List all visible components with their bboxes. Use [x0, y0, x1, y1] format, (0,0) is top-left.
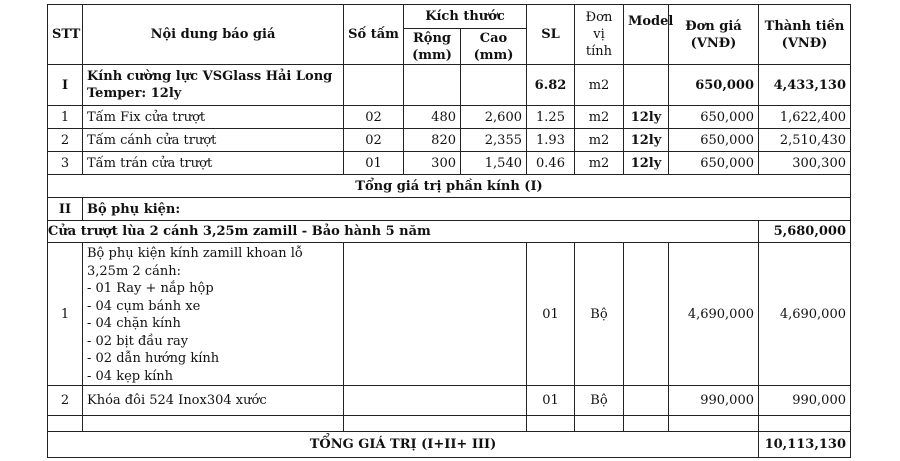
empty-cell — [344, 386, 527, 416]
item-sheets: 02 — [344, 129, 404, 152]
section-1-unit: m2 — [575, 65, 624, 106]
section-1-total: 4,433,130 — [759, 65, 851, 106]
item-width: 480 — [404, 106, 461, 129]
header-price: Đơn giá (VNĐ) — [669, 5, 759, 65]
item-price: 650,000 — [669, 129, 759, 152]
item-no: 3 — [48, 152, 83, 175]
item-no: 1 — [48, 243, 83, 386]
table-row — [48, 386, 851, 416]
item-sheets: 02 — [344, 106, 404, 129]
empty-cell — [527, 416, 575, 432]
empty-cell — [461, 65, 527, 106]
list-item: - 02 bịt đầu ray — [87, 333, 189, 349]
list-item: - 04 cụm bánh xe — [87, 298, 201, 314]
spacer-row — [48, 416, 851, 432]
list-item: Bộ phụ kiện kính zamill khoan lỗ 3,25m 2 cánh: — [87, 246, 303, 279]
header-qty: SL — [527, 5, 575, 65]
item-name: Tấm trán cửa trượt — [83, 152, 344, 175]
item-name: Khóa đôi 524 Inox304 xước — [83, 386, 344, 416]
door-label: Cửa trượt lùa 2 cánh 3,25m zamill - Bảo hành 5 năm — [48, 221, 759, 243]
table-row — [48, 129, 851, 152]
item-unit: m2 — [575, 129, 624, 152]
item-height: 2,600 — [461, 106, 527, 129]
item-unit: m2 — [575, 152, 624, 175]
item-qty: 1.93 — [527, 129, 575, 152]
item-qty: 1.25 — [527, 106, 575, 129]
empty-cell — [344, 243, 527, 386]
item-height: 2,355 — [461, 129, 527, 152]
empty-cell — [624, 416, 669, 432]
list-item: - 01 Ray + nắp hộp — [87, 281, 214, 296]
item-total: 300,300 — [759, 152, 851, 175]
subtotal-row — [48, 175, 851, 198]
subtotal-label: Tổng giá trị phần kính (I) — [48, 175, 851, 198]
item-width: 300 — [404, 152, 461, 175]
table-row — [48, 106, 851, 129]
section-2-title: Bộ phụ kiện: — [83, 198, 851, 221]
header-content: Nội dung báo giá — [83, 5, 344, 65]
empty-cell — [624, 386, 669, 416]
item-price: 4,690,000 — [669, 243, 759, 386]
grand-total-value: 10,113,130 — [759, 432, 851, 458]
empty-cell — [575, 416, 624, 432]
item-model: 12ly — [624, 106, 669, 129]
item-name: Tấm cánh cửa trượt — [83, 129, 344, 152]
item-qty: 01 — [527, 243, 575, 386]
item-price: 650,000 — [669, 106, 759, 129]
item-qty: 01 — [527, 386, 575, 416]
header-unit: Đơn vị tính — [575, 5, 624, 65]
empty-cell — [624, 243, 669, 386]
item-sheets: 01 — [344, 152, 404, 175]
table-row — [48, 243, 851, 386]
quotation-table — [47, 4, 851, 458]
header-stt: STT — [48, 5, 83, 65]
item-no: 2 — [48, 386, 83, 416]
header-sheets: Số tấm — [344, 5, 404, 65]
item-no: 2 — [48, 129, 83, 152]
section-1-price: 650,000 — [669, 65, 759, 106]
item-unit: Bộ — [575, 243, 624, 386]
item-no: 1 — [48, 106, 83, 129]
header-size: Kích thước — [404, 5, 527, 29]
item-qty: 0.46 — [527, 152, 575, 175]
item-total: 2,510,430 — [759, 129, 851, 152]
section-1-no: I — [48, 65, 83, 106]
header-height: Cao (mm) — [461, 29, 527, 65]
table-row — [48, 152, 851, 175]
grand-total-label: TỔNG GIÁ TRỊ (I+II+ III) — [48, 432, 759, 458]
header-total: Thành tiền (VNĐ) — [759, 5, 851, 65]
item-total: 4,690,000 — [759, 243, 851, 386]
empty-cell — [669, 416, 759, 432]
item-model: 12ly — [624, 129, 669, 152]
item-width: 820 — [404, 129, 461, 152]
section-1-title: Kính cường lực VSGlass Hải Long Temper: 12ly — [83, 65, 344, 106]
grand-total-row — [48, 432, 851, 458]
header-width: Rộng (mm) — [404, 29, 461, 65]
item-unit: Bộ — [575, 386, 624, 416]
header-row-1 — [48, 5, 851, 29]
list-item: - 04 kẹp kính — [87, 368, 174, 384]
empty-cell — [344, 416, 527, 432]
item-height: 1,540 — [461, 152, 527, 175]
list-item: - 02 dẫn hướng kính — [87, 351, 220, 366]
accessory-list — [83, 243, 344, 386]
section-1-row — [48, 65, 851, 106]
empty-cell — [759, 416, 851, 432]
item-model: 12ly — [624, 152, 669, 175]
section-1-qty: 6.82 — [527, 65, 575, 106]
door-total: 5,680,000 — [759, 221, 851, 243]
list-item: - 04 chặn kính — [87, 316, 181, 331]
item-unit: m2 — [575, 106, 624, 129]
item-total: 1,622,400 — [759, 106, 851, 129]
section-2-row — [48, 198, 851, 221]
item-name: Tấm Fix cửa trượt — [83, 106, 344, 129]
item-price: 990,000 — [669, 386, 759, 416]
item-price: 650,000 — [669, 152, 759, 175]
empty-cell — [624, 65, 669, 106]
empty-cell — [344, 65, 404, 106]
empty-cell — [404, 65, 461, 106]
empty-cell — [83, 416, 344, 432]
item-total: 990,000 — [759, 386, 851, 416]
door-row — [48, 221, 851, 243]
header-model: Model — [624, 5, 669, 65]
section-2-no: II — [48, 198, 83, 221]
empty-cell — [48, 416, 83, 432]
